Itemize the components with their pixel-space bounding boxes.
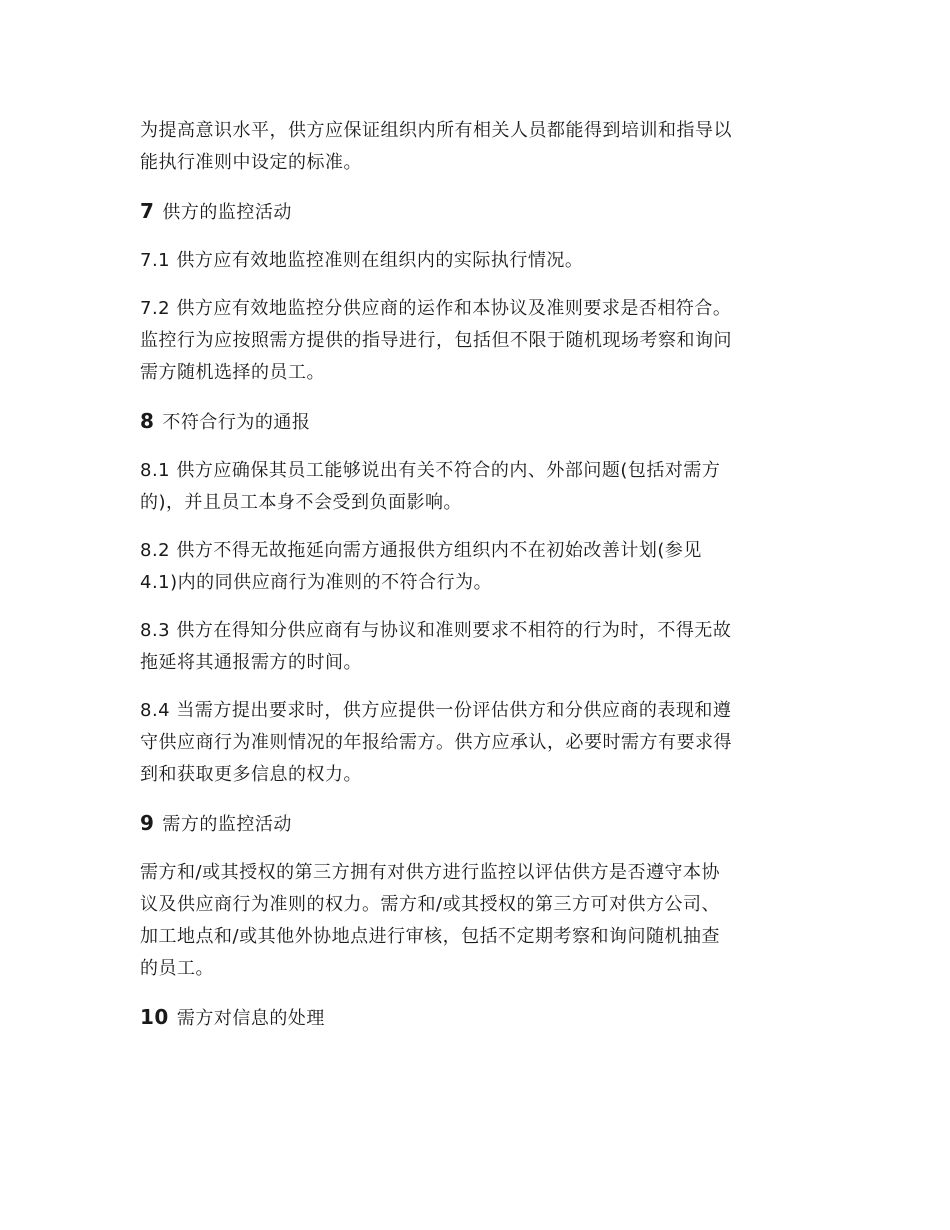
section-title: 需方的监控活动: [162, 814, 292, 835]
paragraph: 8.2 供方不得无故拖延向需方通报供方组织内不在初始改善计划(参见 4.1)内的同供应商行为准则的不符合行为。: [140, 540, 702, 593]
paragraph: 8.1 供方应确保其员工能够说出有关不符合的内、外部问题(包括对需方 的)，并且员工本身不会受到负面影响。: [140, 460, 721, 513]
section-number: 7: [140, 199, 155, 223]
section-title: 不符合行为的通报: [162, 412, 311, 433]
section-title: 需方对信息的处理: [176, 1008, 325, 1029]
section-heading: [140, 195, 815, 229]
section-heading: [140, 1001, 815, 1035]
section-heading: [140, 405, 815, 439]
paragraph: 7.2 供方应有效地监控分供应商的运作和本协议及准则要求是否相符合。 监控行为应按照需方提供的指导进行，包括但不限于随机现场考察和询问 需方随机选择的员工。: [140, 298, 732, 383]
document-page: [140, 115, 815, 1051]
paragraph: 需方和/或其授权的第三方拥有对供方进行监控以评估供方是否遵守本协 议及供应商行为准则的权力。需方和/或其授权的第三方可对供方公司、 加工地点和/或其他外协地点进行审核，包括不定期考察和询问随机抽查 的员工。: [140, 862, 721, 979]
section-10: [140, 1001, 815, 1035]
paragraph: 8.4 当需方提出要求时，供方应提供一份评估供方和分供应商的表现和遵 守供应商行为准则情况的年报给需方。供方应承认，必要时需方有要求得 到和获取更多信息的权力。: [140, 700, 732, 785]
section-number: 10: [140, 1005, 169, 1029]
section-number: 9: [140, 811, 155, 835]
section-9: [140, 807, 815, 985]
section-number: 8: [140, 409, 155, 433]
section-title: 供方的监控活动: [162, 202, 292, 223]
paragraph: 8.3 供方在得知分供应商有与协议和准则要求不相符的行为时，不得无故 拖延将其通报需方的时间。: [140, 620, 732, 673]
section-8: [140, 405, 815, 791]
intro-paragraph: 为提高意识水平，供方应保证组织内所有相关人员都能得到培训和指导以 能执行准则中设定的标准。: [140, 120, 732, 173]
section-7: [140, 195, 815, 389]
section-heading: [140, 807, 815, 841]
paragraph: 7.1 供方应有效地监控准则在组织内的实际执行情况。: [140, 250, 584, 271]
